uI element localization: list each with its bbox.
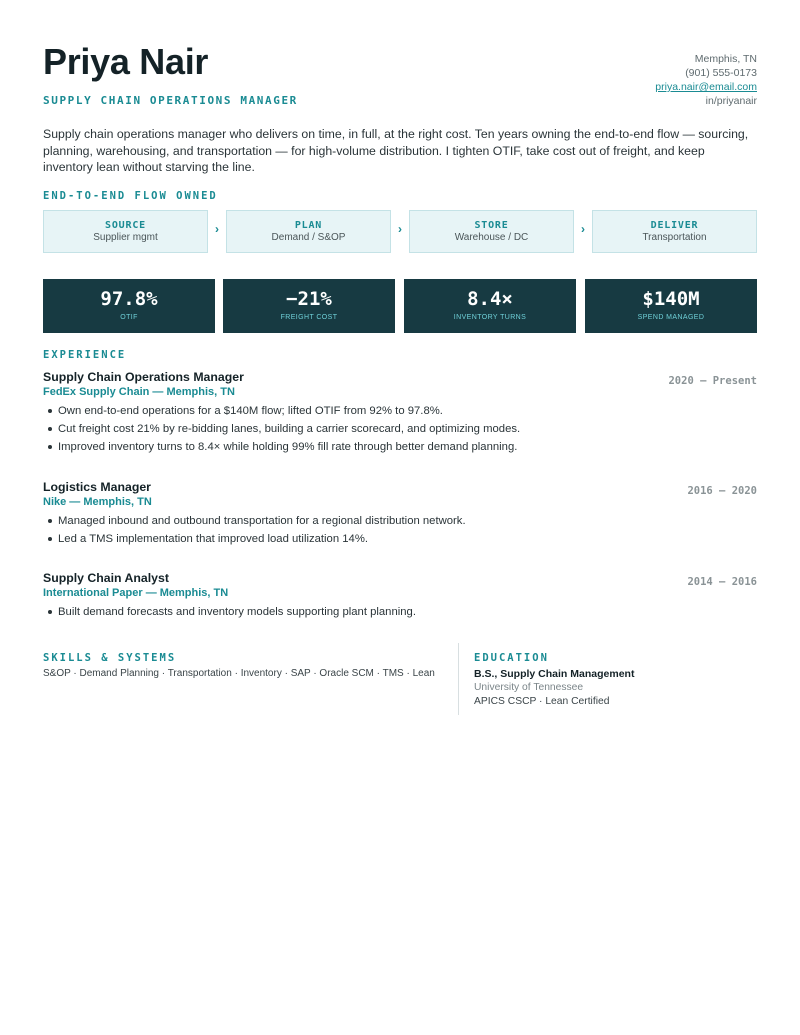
flow-section-heading: END-TO-END FLOW OWNED <box>43 190 218 202</box>
metric-label: INVENTORY TURNS <box>453 314 527 321</box>
metric-label: FREIGHT COST <box>280 314 338 321</box>
job-title: Supply Chain Operations Manager <box>43 370 244 384</box>
metric-label: SPEND MANAGED <box>637 314 705 321</box>
job-bullet: Built demand forecasts and inventory models supporting plant planning. <box>43 603 757 621</box>
job-bullet: Own end-to-end operations for a $140M flow; lifted OTIF from 92% to 97.8%. <box>43 402 757 420</box>
flow-step-title: SOURCE <box>105 220 146 231</box>
candidate-role: SUPPLY CHAIN OPERATIONS MANAGER <box>43 94 298 107</box>
chevron-right-icon: › <box>398 222 402 236</box>
job-entry <box>43 570 757 621</box>
skills-section-heading: SKILLS & SYSTEMS <box>43 652 177 664</box>
skills-column <box>43 652 443 681</box>
contact-phone: (901) 555-0173 <box>685 67 757 79</box>
education-column <box>474 652 757 709</box>
resume-page <box>43 0 757 707</box>
candidate-name: Priya Nair <box>43 41 209 82</box>
flow-step-subtitle: Supplier mgmt <box>93 232 158 243</box>
education-section-heading: EDUCATION <box>474 652 549 664</box>
job-dates: 2014 — 2016 <box>687 576 757 588</box>
metric-otif <box>43 279 215 333</box>
metric-freight-cost <box>223 279 395 333</box>
education-certifications: APICS CSCP · Lean Certified <box>474 696 610 707</box>
flow-step-title: PLAN <box>294 220 323 231</box>
job-dates: 2020 — Present <box>668 375 757 387</box>
job-bullets <box>43 512 757 548</box>
job-bullet: Led a TMS implementation that improved load utilization 14%. <box>43 530 757 548</box>
metric-value: −21% <box>286 288 332 310</box>
chevron-right-icon: › <box>581 222 585 236</box>
column-divider <box>458 643 459 715</box>
metric-value: $140M <box>642 288 700 310</box>
metric-label: OTIF <box>120 314 138 321</box>
metric-spend-managed <box>585 279 757 333</box>
job-bullet: Improved inventory turns to 8.4× while holding 99% fill rate through better demand planning. <box>43 438 757 456</box>
experience-section-heading: EXPERIENCE <box>43 349 127 361</box>
summary-paragraph: Supply chain operations manager who delivers on time, in full, at the right cost. Ten years owning the end-to-end flow — sourcing, planning, warehousing, and transportation — for high-volume distribution. I tighten OTIF, take cost out of freight, and keep inventory lean without starving the line. <box>43 127 749 174</box>
flow-step-title: DELIVER <box>650 220 699 231</box>
job-bullets <box>43 402 757 456</box>
flow-step-source <box>43 210 208 253</box>
job-bullets <box>43 603 757 621</box>
flow-step-subtitle: Demand / S&OP <box>271 232 346 243</box>
flow-step-deliver <box>592 210 757 253</box>
contact-block <box>655 52 757 108</box>
flow-steps <box>43 210 757 253</box>
resume-header <box>43 0 757 120</box>
bottom-columns <box>43 643 757 715</box>
flow-step-plan <box>226 210 391 253</box>
education-degree: B.S., Supply Chain Management <box>474 668 635 680</box>
metric-value: 97.8% <box>100 288 158 310</box>
education-school: University of Tennessee <box>474 682 584 693</box>
job-company: FedEx Supply Chain — Memphis, TN <box>43 386 235 398</box>
job-dates: 2016 — 2020 <box>687 485 757 497</box>
chevron-right-icon: › <box>215 222 219 236</box>
job-entry <box>43 369 757 456</box>
job-entry <box>43 479 757 548</box>
contact-email-link[interactable]: priya.nair@email.com <box>655 81 757 93</box>
job-company: International Paper — Memphis, TN <box>43 587 229 599</box>
contact-location: Memphis, TN <box>694 53 757 65</box>
job-company: Nike — Memphis, TN <box>43 496 152 508</box>
metrics-row <box>43 279 757 333</box>
metric-inventory-turns <box>404 279 576 333</box>
flow-step-subtitle: Transportation <box>642 232 707 243</box>
contact-linkedin: in/priyanair <box>705 95 757 107</box>
flow-step-title: STORE <box>474 220 509 231</box>
job-bullet: Managed inbound and outbound transportation for a regional distribution network. <box>43 512 757 530</box>
flow-step-subtitle: Warehouse / DC <box>454 232 529 243</box>
flow-step-store <box>409 210 574 253</box>
job-bullet: Cut freight cost 21% by re-bidding lanes, building a carrier scorecard, and optimizing modes. <box>43 420 757 438</box>
skills-list: S&OP · Demand Planning · Transportation · Inventory · SAP · Oracle SCM · TMS · Lean <box>43 668 435 679</box>
job-title: Logistics Manager <box>43 480 151 494</box>
metric-value: 8.4× <box>467 288 513 310</box>
job-title: Supply Chain Analyst <box>43 571 169 585</box>
